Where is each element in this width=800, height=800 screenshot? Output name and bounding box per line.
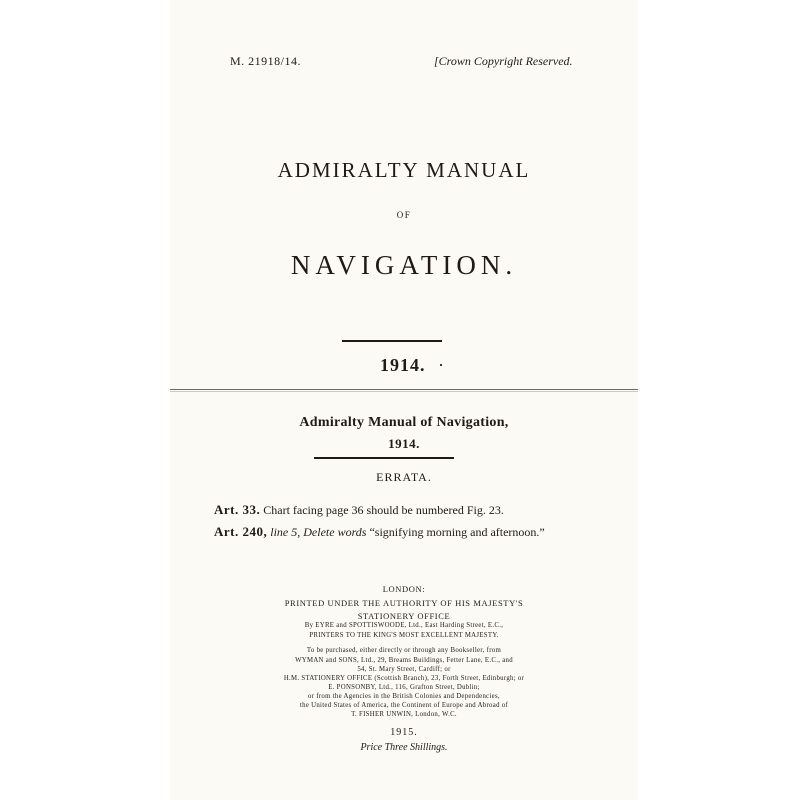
imprint-year: 1915.: [390, 727, 418, 738]
imprint-line-3: By EYRE and SPOTTISWOODE, Ltd., East Harding Street, E.C.,: [304, 622, 504, 629]
errata-rule: [314, 457, 454, 459]
title-line-1: ADMIRALTY MANUAL: [277, 158, 531, 182]
title-year: 1914.: [380, 355, 426, 375]
document-page: [170, 0, 638, 800]
title-rule: [342, 340, 442, 342]
errata-title: Admiralty Manual of Navigation,: [299, 415, 509, 430]
errata-year: 1914.: [388, 436, 420, 451]
errata-item-line: line 5,: [270, 525, 301, 539]
errata-slip-edge: [170, 389, 638, 390]
copyright-notice: [Crown Copyright Reserved.: [434, 54, 573, 68]
purchase-line: WYMAN and SONS, Ltd., 29, Breams Buildings, Fetter Lane, E.C., and: [295, 657, 513, 664]
imprint-line-2: STATIONERY OFFICE: [357, 611, 451, 621]
errata-item-text: Chart facing page 36 should be numbered Fig. 23.: [263, 503, 504, 517]
errata-item-ref: Art. 33.: [214, 502, 261, 517]
purchase-line: or from the Agencies in the British Colonies and Dependencies,: [308, 693, 500, 700]
errata-item: [214, 502, 504, 518]
title-line-3: NAVIGATION.: [290, 250, 518, 280]
errata-item: [214, 524, 545, 540]
imprint-line-1: PRINTED UNDER THE AUTHORITY OF HIS MAJESTY'S: [284, 598, 524, 608]
imprint-line-4: PRINTERS TO THE KING'S MOST EXCELLENT MAJESTY.: [309, 632, 499, 639]
errata-item-ref: Art. 240,: [214, 524, 268, 539]
errata-slip-shadow: [170, 391, 638, 392]
imprint-city: LONDON:: [382, 584, 426, 594]
purchase-line: 54, St. Mary Street, Cardiff; or: [357, 666, 451, 673]
purchase-line: E. PONSONBY, Ltd., 116, Grafton Street, Dublin;: [328, 684, 480, 691]
purchase-line: To be purchased, either directly or through any Bookseller, from: [306, 647, 502, 654]
purchase-line: T. FISHER UNWIN, London, W.C.: [351, 711, 457, 718]
purchase-line: the United States of America, the Continent of Europe and Abroad of: [299, 702, 509, 709]
errata-heading: ERRATA.: [376, 470, 432, 484]
errata-item-delete: Delete words: [303, 525, 367, 539]
purchase-line: H.M. STATIONERY OFFICE (Scottish Branch), 23, Forth Street, Edinburgh; or: [283, 675, 525, 682]
errata-item-quote: “signifying morning and afternoon.”: [369, 525, 545, 539]
title-year-mark: ·: [438, 355, 444, 375]
price: Price Three Shillings.: [360, 742, 448, 753]
reference-number: M. 21918/14.: [230, 54, 302, 68]
title-line-2: OF: [396, 210, 412, 220]
